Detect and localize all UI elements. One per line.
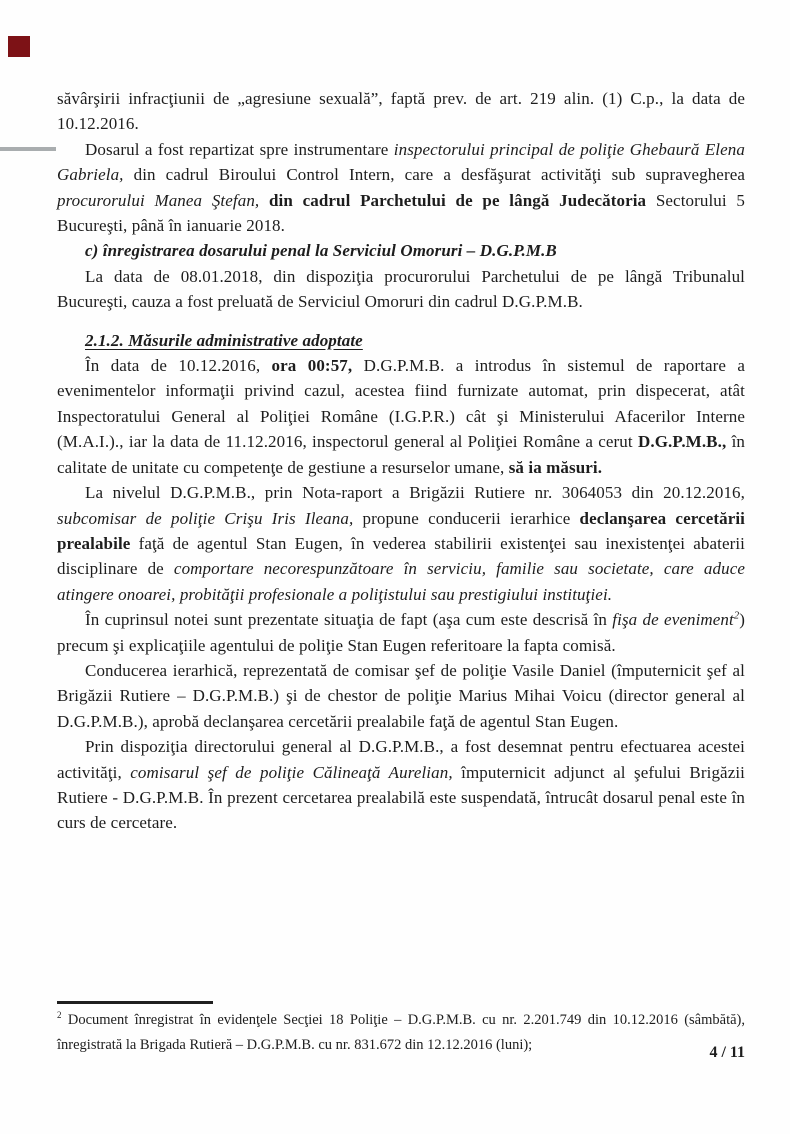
text-run: La data de 08.01.2018, din dispoziţia procurorului Parchetului de pe lângă Tribunalul Bucureşti, cauza a fost preluată de Serviciul Omoruri din cadrul D.G.P.M.B.	[57, 266, 745, 312]
text-run: din cadrul Biroului Control Intern, care a desfăşurat activităţi sub supravegherea	[123, 165, 745, 185]
text-run: Dosarul a fost repartizat spre instrumentare	[85, 139, 394, 159]
text-run: 2.1.2. Măsurile administrative adoptate	[85, 330, 363, 350]
text-run: din cadrul Parchetului de pe lângă Judecătoria	[268, 190, 647, 210]
paragraph-continuation	[57, 86, 745, 137]
text-run: faţă de agentul Stan Eugen, în vederea stabilirii existenţei sau inexistenţei abaterii disciplinare de	[57, 533, 745, 579]
text-run: declanşarea cercetării prealabile	[57, 508, 745, 553]
paragraph-nota-raport	[57, 480, 745, 607]
paragraph-dispozitie-director	[57, 734, 745, 836]
footnote-separator	[57, 1001, 213, 1004]
paragraph-raportare-eveniment	[57, 353, 745, 480]
text-run: D.G.P.M.B. a introdus în sistemul de raportare a evenimentelor informaţii privind cazul, acestea fiind furnizate automat, prin dispecerat, atât Inspectoratului General al Poliţiei Române (I.G.P.R.) cât şi Ministerului Afacerilor Interne (M.A.I.)., iar la data de 11.12.2016, inspectorul general al Poliţiei Române a cerut	[57, 356, 745, 452]
text-run: Sectorului 5 Bucureşti, până în ianuarie 2018.	[57, 190, 745, 236]
text-run: comisarul şef de poliţie Călineaţă Aurelian,	[130, 762, 453, 782]
text-run: 2	[57, 1010, 62, 1021]
paragraph-conducerea-ierarhica	[57, 658, 745, 734]
text-run: În cuprinsul notei sunt prezentate situaţia de fapt (aşa cum este descrisă în	[85, 610, 613, 630]
text-run: 2	[733, 610, 740, 622]
scan-artifact-line	[0, 147, 56, 151]
text-run: săvârşirii infracţiunii de „agresiune sexuală”, faptă prev. de art. 219 alin. (1) C.p., la data de 10.12.2016.	[57, 89, 745, 134]
text-run: în calitate de unitate cu competenţe de gestiune a resurselor umane,	[57, 432, 745, 477]
text-run: La nivelul D.G.P.M.B., prin Nota-raport a Brigăzii Rutiere nr. 3064053 din 20.12.2016,	[85, 483, 745, 503]
text-run: ora 00:57,	[271, 356, 353, 376]
redaction-mark	[8, 36, 30, 57]
paragraph-litera-c-heading	[57, 238, 745, 263]
text-run: Prin dispoziţia directorului general al D.G.P.M.B., a fost desemnat pentru efectuarea acestei activităţi,	[57, 737, 745, 782]
text-run: Conducerea ierarhică, reprezentată de comisar şef de poliţie Vasile Daniel (împuternicit şef al Brigăzii Rutiere – D.G.P.M.B.) şi de chestor de poliţie Marius Mihai Voicu (director general al D.G.P.M.B.), aprobă declanşarea cercetării prealabile faţă de agentul Stan Eugen.	[57, 660, 745, 731]
paragraph-dosar-repartizat	[57, 137, 745, 239]
page-number: 4 / 11	[709, 1044, 745, 1061]
text-flow	[57, 86, 745, 836]
text-run: să ia măsuri.	[508, 457, 603, 477]
text-run: Document înregistrat în evidenţele Secţiei 18 Poliţie – D.G.P.M.B. cu nr. 2.201.749 din 10.12.2016 (sâmbătă), înregistrată la Brigada Rutieră – D.G.P.M.B. cu nr. 831.672 din 12.12.2016 (luni);	[57, 1012, 745, 1053]
text-run: fişa de eveniment	[612, 610, 734, 630]
text-run: subcomisar de poliţie Crişu Iris Ileana,	[57, 508, 354, 528]
section-heading-2-1-2	[57, 328, 745, 353]
footnote-text	[57, 1008, 745, 1057]
text-run	[259, 191, 269, 210]
text-run: comportare necorespunzătoare în serviciu, familie sau societate, care aduce atingere onoarei, probităţii profesionale a poliţistului sau prestigiului instituţiei.	[57, 559, 745, 604]
text-run: propune conducerii ierarhice	[353, 508, 580, 528]
text-run: inspectorului principal de poliţie Ghebaură Elena Gabriela,	[57, 139, 745, 185]
text-run: c) înregistrarea dosarului penal la Serviciul Omoruri – D.G.P.M.B	[85, 241, 557, 261]
text-run: D.G.P.M.B.,	[638, 432, 727, 452]
text-run: împuternicit adjunct al şefului Brigăzii Rutiere - D.G.P.M.B. În prezent cercetarea prealabilă este suspendată, întrucât dosarul penal este în curs de cercetare.	[57, 762, 745, 833]
text-run: procurorului Manea Ştefan,	[57, 190, 260, 210]
text-run: În data de 10.12.2016,	[85, 356, 272, 376]
text-run: ) precum şi explicaţiile agentului de poliţie Stan Eugen referitoare la fapta comisă.	[57, 610, 745, 655]
paragraph-cuprins-nota	[57, 607, 745, 658]
paragraph-preluare-omoruri	[57, 264, 745, 315]
